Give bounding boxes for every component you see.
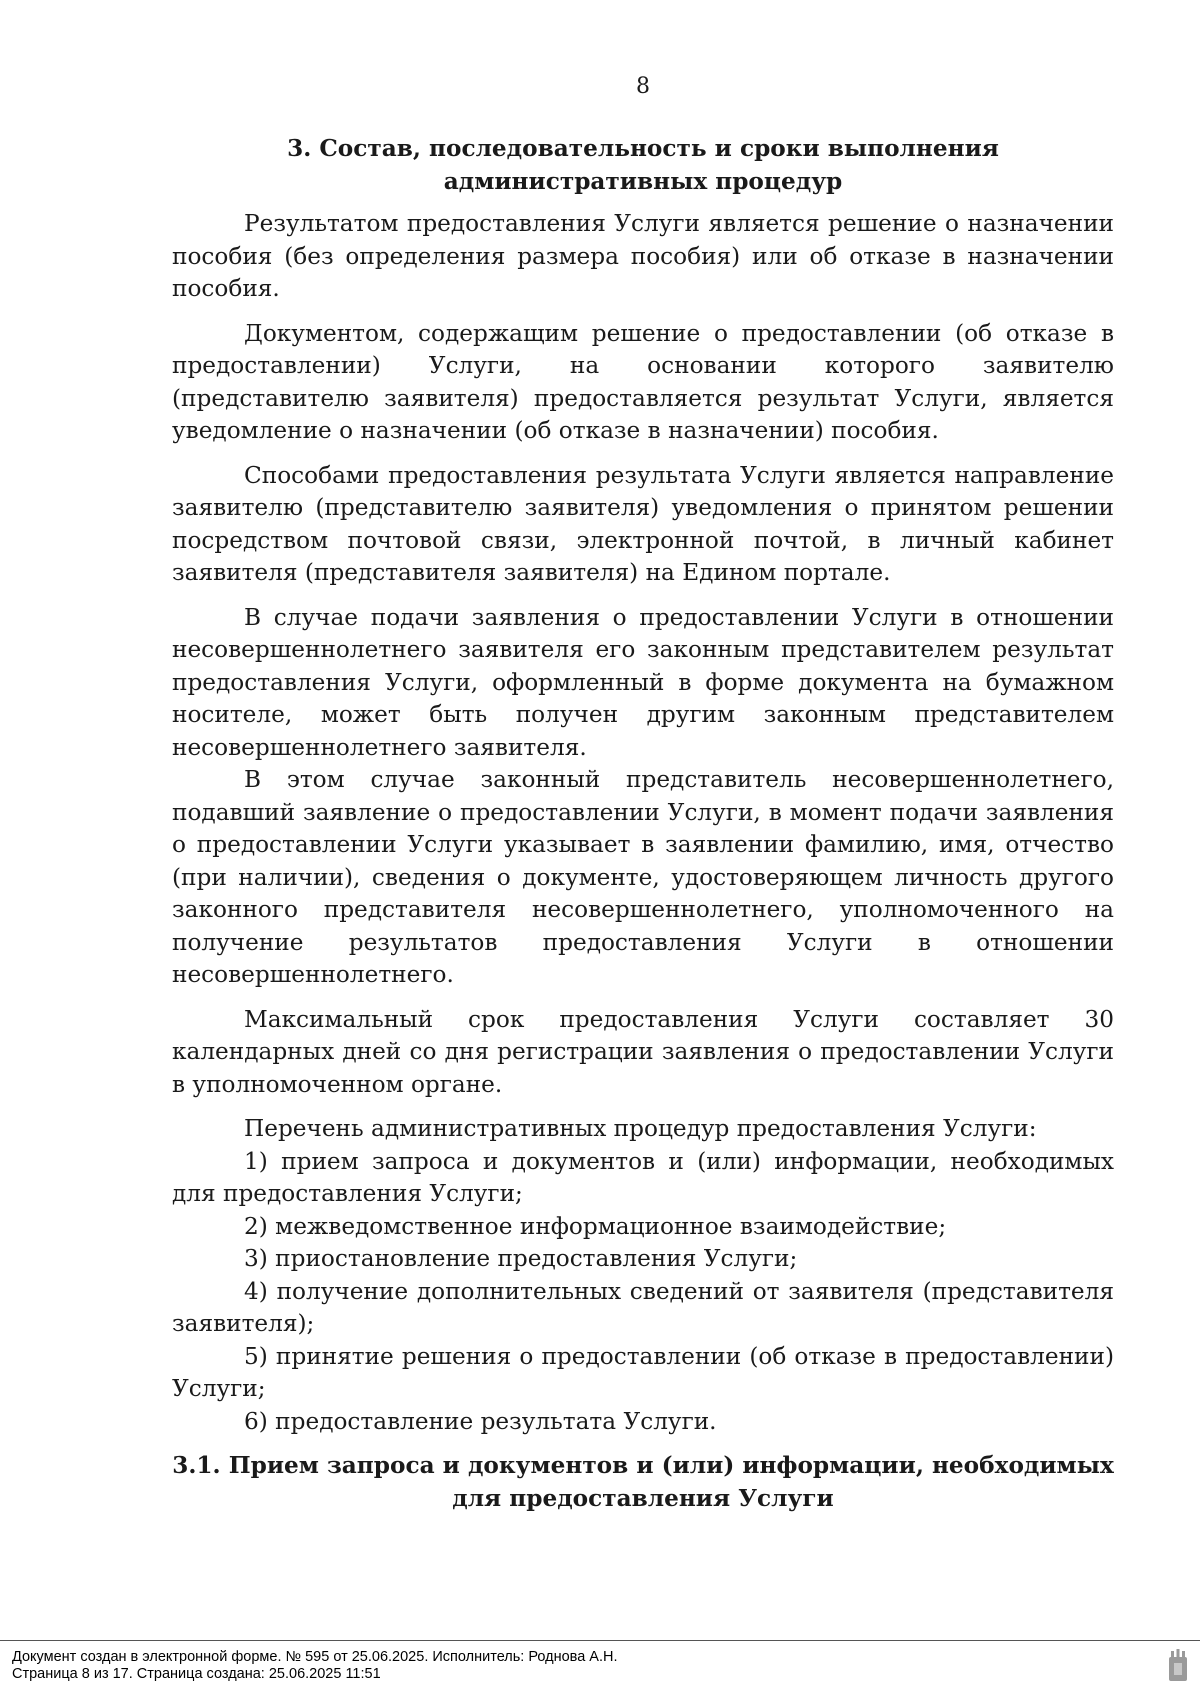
list-item: 4) получение дополнительных сведений от заявителя (представителя заявителя); — [172, 1277, 1114, 1337]
section-heading: 3. Состав, последовательность и сроки выполнения административных процедур — [287, 135, 999, 195]
document-footer — [0, 1640, 1200, 1699]
list-item: 3) приостановление предоставления Услуги; — [244, 1245, 798, 1272]
paragraph-legal-representative: В этом случае законный представитель несовершеннолетнего, подавший заявление о предоставлении Услуги, в момент подачи заявления о предоставлении Услуги указывает в заявлении фамилию, имя, отчество (при наличии), сведения о документе, удостоверяющем личность другого законного представителя несовершеннолетнего, уполномоченного на получение результатов предоставления Услуги в отношении несовершеннолетнего. — [172, 766, 1114, 988]
footer-text — [12, 1649, 618, 1683]
footer-line-page: Страница 8 из 17. Страница создана: 25.06.2025 11:51 — [12, 1666, 381, 1682]
footer-line-document: Документ создан в электронной форме. № 595 от 25.06.2025. Исполнитель: Роднова А.Н. — [12, 1649, 618, 1665]
procedures-list — [172, 1113, 1114, 1438]
paragraph-result: Результатом предоставления Услуги является решение о назначении пособия (без определения размера пособия) или об отказе в назначении пособия. — [172, 210, 1114, 302]
list-item: 6) предоставление результата Услуги. — [244, 1407, 717, 1435]
list-item: 5) принятие решения о предоставлении (об отказе в предоставлении) Услуги; — [172, 1342, 1114, 1402]
page-number: 8 — [636, 74, 650, 99]
paragraph-decision-document: Документом, содержащим решение о предоставлении (об отказе в предоставлении) Услуги, на основании которого заявителю (представителю заявителя) предоставляется результат Услуги, является уведомление о назначении (об отказе в назначении) пособия. — [172, 319, 1114, 444]
paragraph-minor-applicant: В случае подачи заявления о предоставлении Услуги в отношении несовершеннолетнего заявителя его законным представителем результат предоставления Услуги, оформленный в форме документа на бумажном носителе, может быть получен другим законным представителем несовершеннолетнего заявителя. — [172, 603, 1114, 761]
list-item: 2) межведомственное информационное взаимодействие; — [244, 1212, 947, 1240]
list-intro: Перечень административных процедур предоставления Услуги: — [244, 1115, 1037, 1142]
paragraph-delivery-methods: Способами предоставления результата Услуги является направление заявителю (представителю заявителя) уведомления о принятом решении посредством почтовой связи, электронной почтой, в личный кабинет заявителя (представителя заявителя) на Едином портале. — [172, 461, 1114, 586]
list-item: 1) прием запроса и документов и (или) информации, необходимых для предоставления Услуги; — [172, 1147, 1114, 1207]
document-body — [172, 133, 1114, 1515]
paragraph-max-term: Максимальный срок предоставления Услуги составляет 30 календарных дней со дня регистрации заявления о предоставлении Услуги в уполномоченном органе. — [172, 1005, 1114, 1098]
coat-of-arms-icon — [1166, 1647, 1190, 1687]
subsection-heading: 3.1. Прием запроса и документов и (или) информации, необходимых для предоставления Услуги — [172, 1452, 1114, 1512]
